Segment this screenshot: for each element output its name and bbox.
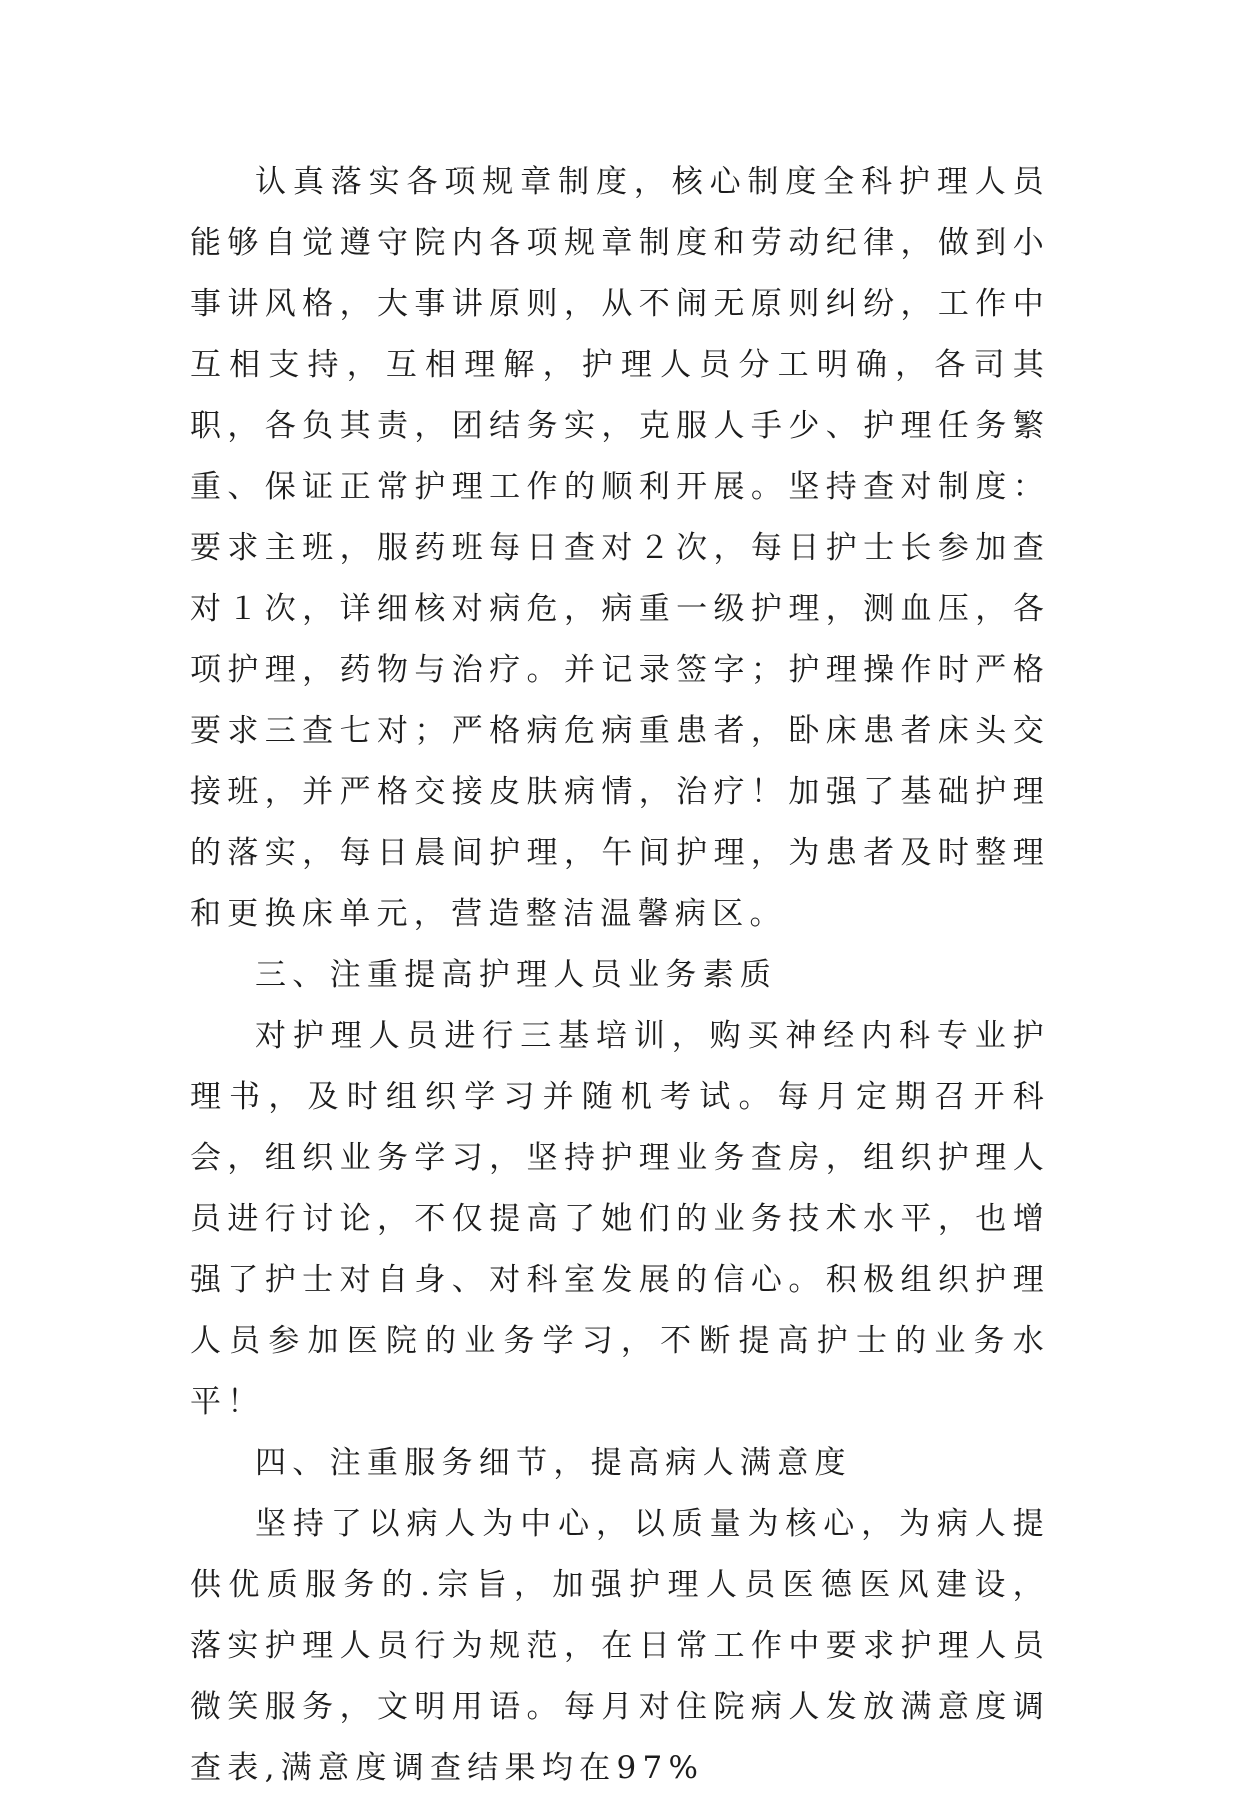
section-heading-3: 三、注重提高护理人员业务素质 [255,957,778,993]
paragraph-service-details: 坚持了以病人为中心，以质量为核心，为病人提供优质服务的.宗旨，加强护理人员医德医风建设，落实护理人员行为规范，在日常工作中要求护理人员微笑服务，文明用语。每月对住院病人发放满意度调查表,满意度调查结果均在97% [190,1506,1050,1786]
document-body [190,152,1050,1799]
paragraph-training: 对护理人员进行三基培训，购买神经内科专业护理书，及时组织学习并随机考试。每月定期召开科会，组织业务学习，坚持护理业务查房，组织护理人员进行讨论，不仅提高了她们的业务技术水平，也增强了护士对自身、对科室发展的信心。积极组织护理人员参加医院的业务学习，不断提高护士的业务水平！ [190,1018,1050,1420]
section-heading-4: 四、注重服务细节，提高病人满意度 [255,1445,852,1481]
paragraph-rules-and-checks: 认真落实各项规章制度，核心制度全科护理人员能够自觉遵守院内各项规章制度和劳动纪律，做到小事讲风格，大事讲原则，从不闹无原则纠纷，工作中互相支持，互相理解，护理人员分工明确，各司其职，各负其责，团结务实，克服人手少、护理任务繁重、保证正常护理工作的顺利开展。坚持查对制度：要求主班，服药班每日查对２次，每日护士长参加查对１次，详细核对病危，病重一级护理，测血压，各项护理，药物与治疗。并记录签字；护理操作时严格要求三查七对；严格病危病重患者，卧床患者床头交接班，并严格交接皮肤病情，治疗！加强了基础护理的落实，每日晨间护理，午间护理，为患者及时整理和更换床单元，营造整洁温馨病区。 [190,164,1050,932]
